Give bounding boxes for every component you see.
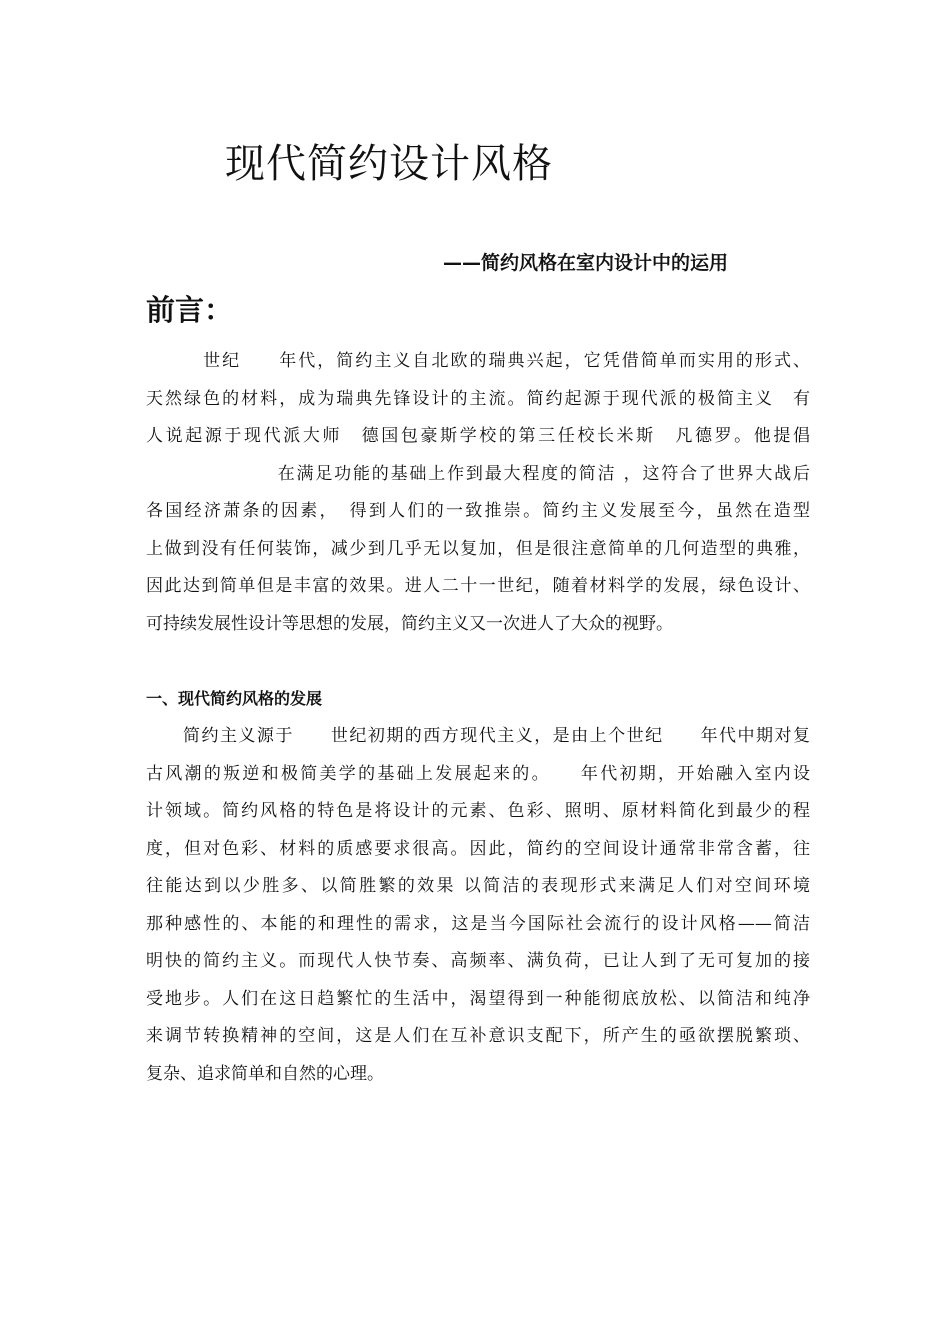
section-line: 古风潮的叛逆和极简美学的基础上发展起来的。 年代初期，开始融入室内设 xyxy=(146,763,810,784)
section-line: 来调节转换精神的空间，这是人们在互补意识支配下，所产生的亟欲摆脱繁琐、 xyxy=(146,1026,810,1046)
preface-line: 人说起源于现代派大师 德国包豪斯学校的第三任校长米斯 凡德罗。他提倡 xyxy=(146,426,810,446)
preface-line: 各国经济萧条的因素， 得到人们的一致推崇。简约主义发展至今，虽然在造型 xyxy=(146,501,810,521)
section-line: 计领域。简约风格的特色是将设计的元素、色彩、照明、原材料简化到最少的程 xyxy=(146,801,810,821)
document-title: 现代简约设计风格 xyxy=(225,141,553,187)
section-line: 简约主义源于 世纪初期的西方现代主义，是由上个世纪 年代中期对复 xyxy=(146,726,810,746)
section-line: 往能达到以少胜多、以简胜繁的效果 以简洁的表现形式来满足人们对空间环境 xyxy=(146,876,810,896)
section-paragraph xyxy=(146,718,810,1093)
preface-line: 可持续发展性设计等思想的发展，简约主义又一次进人了大众的视野。 xyxy=(146,613,673,634)
preface-line: 上做到没有任何装饰，减少到几乎无以复加，但是很注意简单的几何造型的典雅， xyxy=(146,538,810,559)
preface-line: 天然绿色的材料，成为瑞典先锋设计的主流。简约起源于现代派的极简主义 有 xyxy=(146,388,810,409)
section-line: 复杂、追求简单和自然的心理。 xyxy=(146,1063,384,1084)
section-line: 明快的简约主义。而现代人快节奏、高频率、满负荷，已让人到了无可复加的接 xyxy=(146,951,810,971)
preface-line: 在满足功能的基础上作到最大程度的简洁 ，这符合了世界大战后 xyxy=(146,463,810,484)
section-line: 受地步。人们在这日趋繁忙的生活中，渴望得到一种能彻底放松、以简洁和纯净 xyxy=(146,988,810,1009)
document-subtitle: ——简约风格在室内设计中的运用 xyxy=(443,252,729,274)
preface-line: 世纪 年代，简约主义自北欧的瑞典兴起，它凭借简单而实用的形式、 xyxy=(146,351,810,371)
preface-paragraph xyxy=(146,343,810,643)
preface-line: 因此达到简单但是丰富的效果。进人二十一世纪，随着材料学的发展，绿色设计、 xyxy=(146,576,810,596)
section-heading: 一、现代简约风格的发展 xyxy=(146,689,323,708)
section-line: 度，但对色彩、材料的质感要求很高。因此，简约的空间设计通常非常含蓄，往 xyxy=(146,838,810,859)
section-line: 那种感性的、本能的和理性的需求，这是当今国际社会流行的设计风格——简洁 xyxy=(146,913,810,934)
preface-heading: 前言： xyxy=(146,293,234,327)
